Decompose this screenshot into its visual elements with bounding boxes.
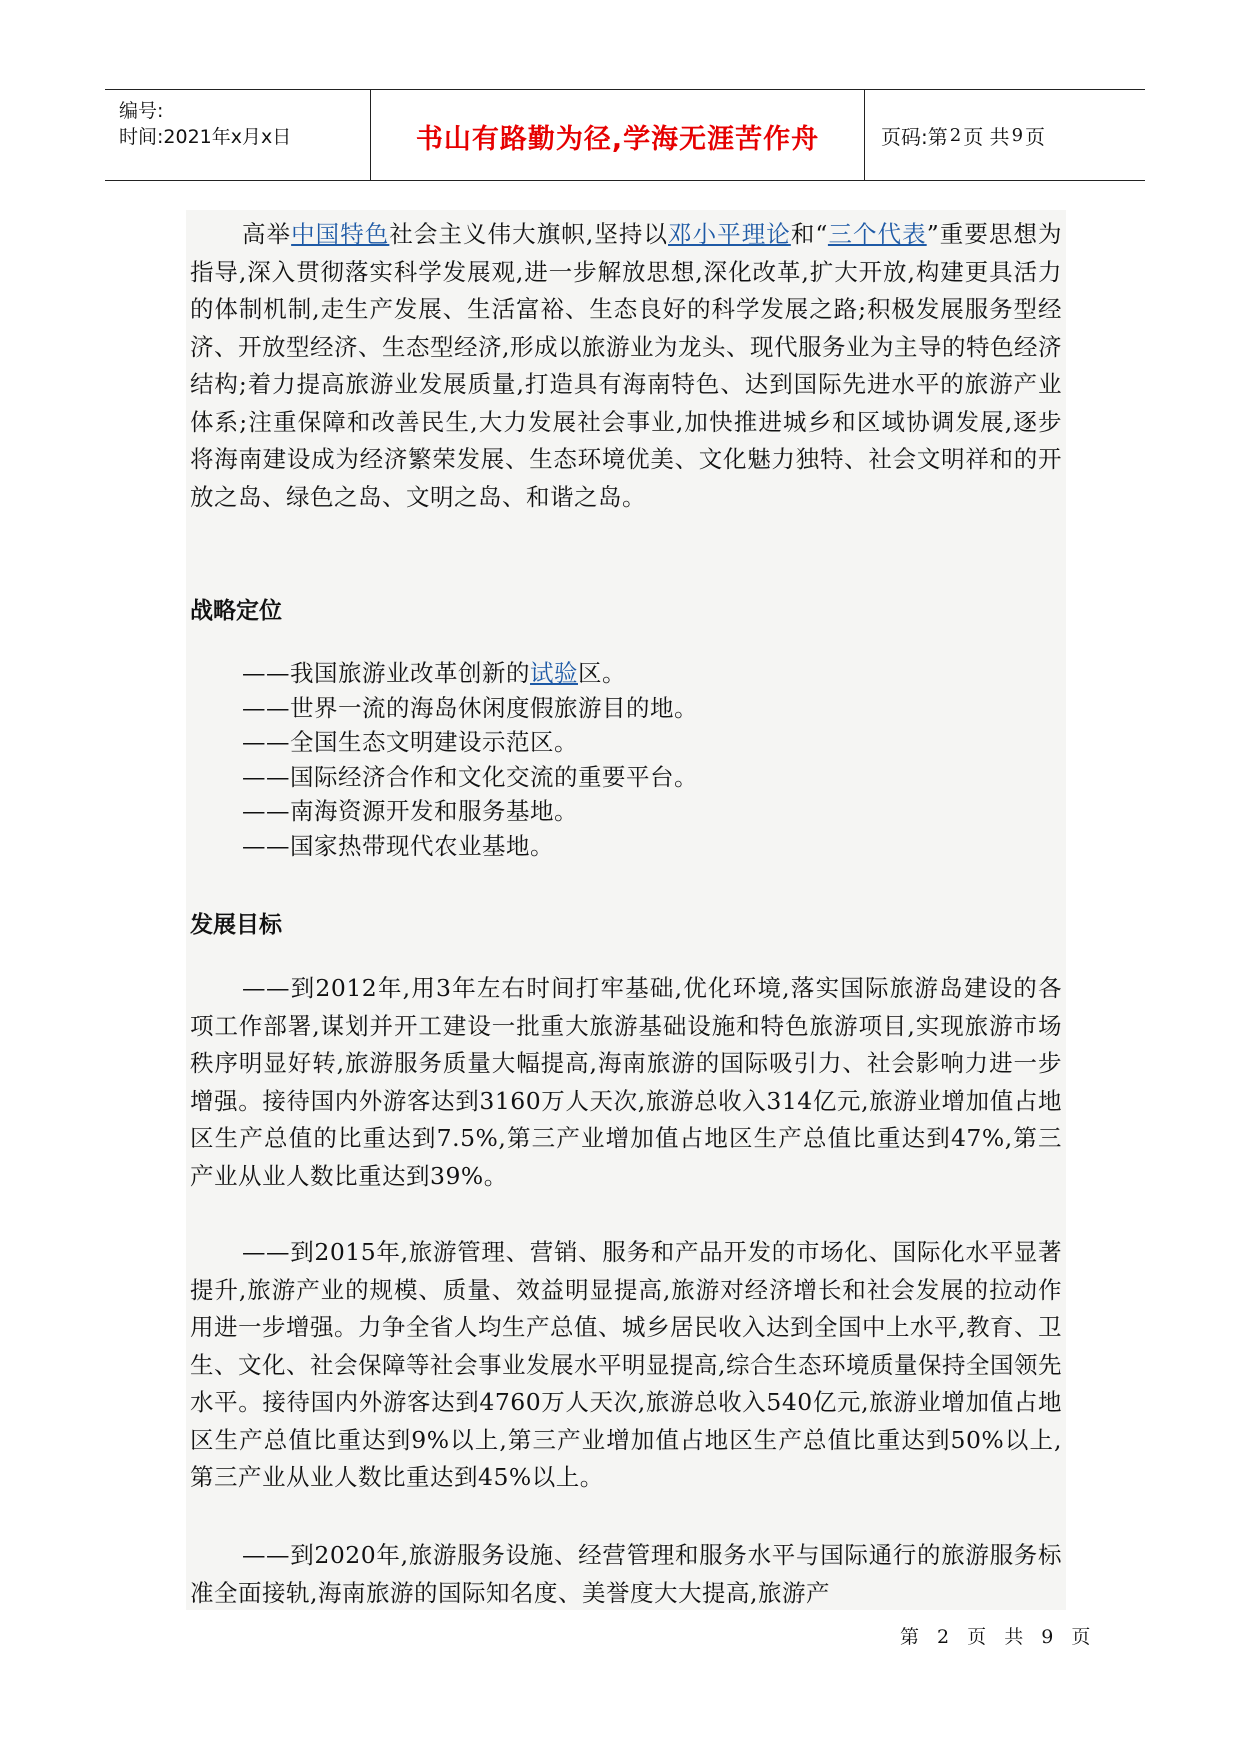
goal-2015-paragraph: ——到2015年,旅游管理、营销、服务和产品开发的市场化、国际化水平显著提升,旅游产业的规模、质量、效益明显提高,旅游对经济增长和社会发展的拉动作用进一步增强。力争全省人均生产总值、城乡居民收入达到全国中上水平,教育、卫生、文化、社会保障等社会事业发展水平明显提高,综合生态环境质量保持全国领先水平。接待国内外游客达到4760万人天次,旅游总收入540亿元,旅游业增加值占地区生产总值比重达到9%以上,第三产业增加值占地区生产总值比重达到50%以上,第三产业从业人数比重达到45%以上。 [190, 1238, 1062, 1491]
intro-text-1: 高举 [242, 220, 292, 248]
list-item: ——国家热带现代农业基地。 [242, 831, 554, 860]
intro-text-2: 社会主义伟大旗帜,坚持以 [389, 220, 669, 248]
page-label-suffix: 页 [1025, 124, 1046, 149]
page-total: 9 [1011, 124, 1024, 146]
heading-strategy: 战略定位 [190, 598, 282, 624]
document-body [186, 210, 1066, 1610]
intro-paragraph [190, 216, 1062, 516]
header-motto-cell [370, 90, 865, 180]
strategy-list [190, 656, 1062, 863]
page-header [105, 89, 1145, 181]
strategy-item-1-post: 区。 [578, 659, 626, 687]
list-item: ——国际经济合作和文化交流的重要平台。 [242, 762, 698, 791]
header-page-info [865, 90, 1145, 180]
list-item: ——南海资源开发和服务基地。 [242, 797, 578, 825]
link-zhongguo-tese[interactable]: 中国特色 [291, 220, 390, 248]
document-time-label: 时间:2021年x月x日 [119, 126, 292, 148]
link-dengxiaoping-theory[interactable]: 邓小平理论 [668, 220, 791, 248]
page-label-mid: 页 共 [963, 124, 1010, 149]
page-label-prefix: 页码:第 [881, 124, 948, 149]
page-current: 2 [949, 124, 962, 146]
link-three-represents[interactable]: 三个代表 [827, 220, 927, 248]
list-item: ——世界一流的海岛休闲度假旅游目的地。 [242, 693, 698, 722]
link-shiyan[interactable]: 试验 [530, 659, 578, 687]
intro-text-3: 和“ [790, 220, 828, 248]
strategy-item-1-pre: ——我国旅游业改革创新的 [242, 659, 530, 687]
list-item: ——全国生态文明建设示范区。 [242, 728, 578, 756]
heading-goals: 发展目标 [190, 912, 282, 938]
intro-text-4: ”重要思想为指导,深入贯彻落实科学发展观,进一步解放思想,深化改革,扩大开放,构建更具活力的体制机制,走生产发展、生活富裕、生态良好的科学发展之路;积极发展服务型经济、开放型经济、生态型经济,形成以旅游业为龙头、现代服务业为主导的特色经济结构;着力提高旅游业发展质量,打造具有海南特色、达到国际先进水平的旅游产业体系;注重保障和改善民生,大力发展社会事业,加快推进城乡和区域协调发展,逐步将海南建设成为经济繁荣发展、生态环境优美、文化魅力独特、社会文明祥和的开放之岛、绿色之岛、文明之岛、和谐之岛。 [190, 220, 1063, 511]
document-number-label: 编号: [119, 100, 164, 122]
goal-2020-paragraph: ——到2020年,旅游服务设施、经营管理和服务水平与国际通行的旅游服务标准全面接轨,海南旅游的国际知名度、美誉度大大提高,旅游产 [190, 1541, 1062, 1607]
page-footer: 第 2 页 共 9 页 [900, 1626, 1097, 1648]
list-item [190, 656, 1062, 691]
motto-text: 书山有路勤为径,学海无涯苦作舟 [415, 123, 820, 155]
goal-2012-paragraph: ——到2012年,用3年左右时间打牢基础,优化环境,落实国际旅游岛建设的各项工作部署,谋划并开工建设一批重大旅游基础设施和特色旅游项目,实现旅游市场秩序明显好转,旅游服务质量大幅提高,海南旅游的国际吸引力、社会影响力进一步增强。接待国内外游客达到3160万人天次,旅游总收入314亿元,旅游业增加值占地区生产总值的比重达到7.5%,第三产业增加值占地区生产总值比重达到47%,第三产业从业人数比重达到39%。 [190, 974, 1062, 1190]
header-meta [105, 90, 370, 180]
